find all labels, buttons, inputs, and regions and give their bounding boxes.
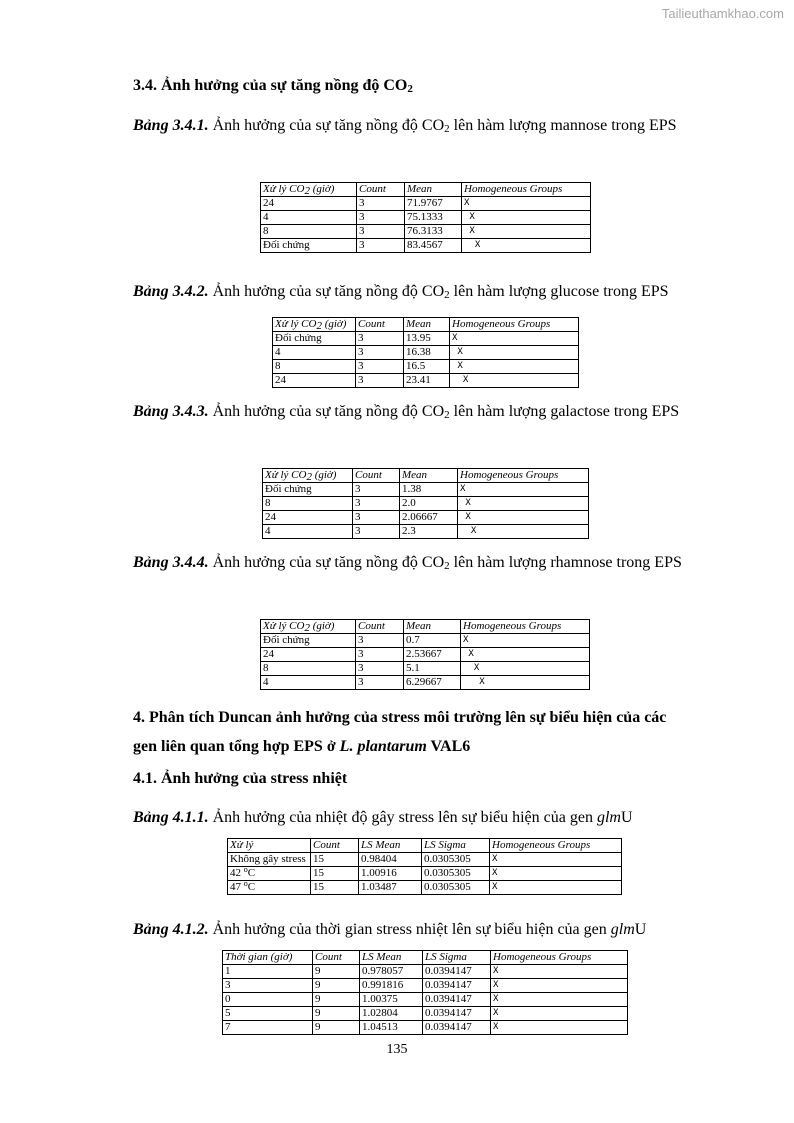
table-row: 3 9 0.991816 0.0394147 X	[223, 979, 628, 993]
col-ls-mean: LS Mean	[359, 839, 422, 853]
table-row: 1 9 0.978057 0.0394147 X	[223, 965, 628, 979]
table-row: 4 3 75.1333 X	[261, 211, 591, 225]
table-3-4-1	[260, 182, 591, 253]
col-count: Count	[353, 469, 400, 483]
section-3-4-heading: 3.4. Ảnh hưởng của sự tăng nồng độ $CO_2$	[133, 77, 413, 95]
col-mean: Mean	[405, 183, 462, 197]
table-header-row	[223, 951, 628, 965]
table-label: Bảng 4.1.1.	[133, 809, 209, 826]
table-row: 4 3 16.38 X	[273, 346, 579, 360]
table-row: 24 3 2.53667 X	[261, 648, 590, 662]
table-3-4-2	[272, 317, 579, 388]
table-row: Đối chứng 3 1.38 X	[263, 483, 589, 497]
table-3-4-3	[262, 468, 589, 539]
table-3-4-1-caption: Bảng 3.4.1. Ảnh hưởng của sự tăng nồng độ $CO_2$ lên hàm lượng mannose trong EPS	[133, 117, 677, 135]
table-row: 5 9 1.02804 0.0394147 X	[223, 1007, 628, 1021]
col-groups: Homogeneous Groups	[450, 318, 579, 332]
col-treatment: Xử lý $CO_2$ (giờ)	[261, 183, 357, 197]
table-header-row	[261, 183, 591, 197]
table-3-4-4-caption: Bảng 3.4.4. Ảnh hưởng của sự tăng nồng độ $CO_2$ lên hàm lượng rhamnose trong EPS	[133, 554, 682, 572]
col-ls-sigma: LS Sigma	[422, 839, 490, 853]
table-header-row	[273, 318, 579, 332]
table-row: 24 3 23.41 X	[273, 374, 579, 388]
col-mean: Mean	[404, 318, 450, 332]
watermark: Tailieuthamkhao.com	[661, 6, 784, 21]
table-row: 8 3 76.3133 X	[261, 225, 591, 239]
col-groups: Homogeneous Groups	[462, 183, 591, 197]
col-groups: Homogeneous Groups	[491, 951, 628, 965]
table-header-row	[263, 469, 589, 483]
table-row: Đối chứng 3 0.7 X	[261, 634, 590, 648]
table-label: Bảng 3.4.4.	[133, 554, 209, 571]
col-ls-sigma: LS Sigma	[423, 951, 491, 965]
col-count: Count	[313, 951, 360, 965]
table-label: Bảng 3.4.3.	[133, 403, 209, 420]
table-3-4-4	[260, 619, 590, 690]
col-mean: Mean	[404, 620, 461, 634]
col-groups: Homogeneous Groups	[458, 469, 589, 483]
table-row: 7 9 1.04513 0.0394147 X	[223, 1021, 628, 1035]
table-3-4-3-caption: Bảng 3.4.3. Ảnh hưởng của sự tăng nồng độ $CO_2$ lên hàm lượng galactose trong EPS	[133, 403, 680, 421]
table-row: 8 3 2.0 X	[263, 497, 589, 511]
col-groups: Homogeneous Groups	[490, 839, 622, 853]
table-header-row	[261, 620, 590, 634]
col-mean: Mean	[400, 469, 458, 483]
table-row: 24 3 71.9767 X	[261, 197, 591, 211]
table-row: 8 3 5.1 X	[261, 662, 590, 676]
col-treatment: Xử lý $CO_2$ (giờ)	[261, 620, 356, 634]
table-4-1-2-caption: Bảng 4.1.2. Ảnh hưởng của thời gian stress nhiệt lên sự biểu hiện của gen glmU	[133, 921, 647, 938]
table-4-1-2	[222, 950, 628, 1035]
page-number: 135	[386, 1042, 408, 1057]
table-row: 0 9 1.00375 0.0394147 X	[223, 993, 628, 1007]
table-4-1-1-caption: Bảng 4.1.1. Ảnh hưởng của nhiệt độ gây stress lên sự biểu hiện của gen glmU	[133, 809, 633, 826]
table-label: Bảng 4.1.2.	[133, 921, 209, 938]
col-count: Count	[356, 318, 404, 332]
table-row: Đối chứng 3 83.4567 X	[261, 239, 591, 253]
table-row: 47 $^o$C 15 1.03487 0.0305305 X	[228, 881, 622, 895]
col-time: Thời gian (giờ)	[223, 951, 313, 965]
table-label: Bảng 3.4.2.	[133, 283, 209, 300]
table-header-row	[228, 839, 622, 853]
table-4-1-1	[227, 838, 622, 895]
section-4-1-heading: 4.1. Ảnh hưởng của stress nhiệt	[133, 770, 348, 787]
col-treatment: Xử lý	[228, 839, 311, 853]
col-count: Count	[356, 620, 404, 634]
col-treatment: Xử lý $CO_2$ (giờ)	[273, 318, 356, 332]
col-groups: Homogeneous Groups	[461, 620, 590, 634]
table-row: 8 3 16.5 X	[273, 360, 579, 374]
table-row: Đối chứng 3 13.95 X	[273, 332, 579, 346]
table-row: 4 3 6.29667 X	[261, 676, 590, 690]
table-label: Bảng 3.4.1.	[133, 117, 209, 134]
table-row: 42 $^o$C 15 1.00916 0.0305305 X	[228, 867, 622, 881]
table-row: Không gây stress 15 0.98404 0.0305305 X	[228, 853, 622, 867]
table-3-4-2-caption: Bảng 3.4.2. Ảnh hưởng của sự tăng nồng độ $CO_2$ lên hàm lượng glucose trong EPS	[133, 283, 669, 301]
col-count: Count	[357, 183, 405, 197]
table-row: 24 3 2.06667 X	[263, 511, 589, 525]
col-count: Count	[311, 839, 359, 853]
table-row: 4 3 2.3 X	[263, 525, 589, 539]
col-ls-mean: LS Mean	[360, 951, 423, 965]
section-4-heading: 4. Phân tích Duncan ảnh hưởng của stress môi trường lên sự biểu hiện của các gen liên quan tổng hợp EPS ở L. plantarum VAL6	[133, 709, 667, 755]
col-treatment: Xử lý $CO_2$ (giờ)	[263, 469, 353, 483]
